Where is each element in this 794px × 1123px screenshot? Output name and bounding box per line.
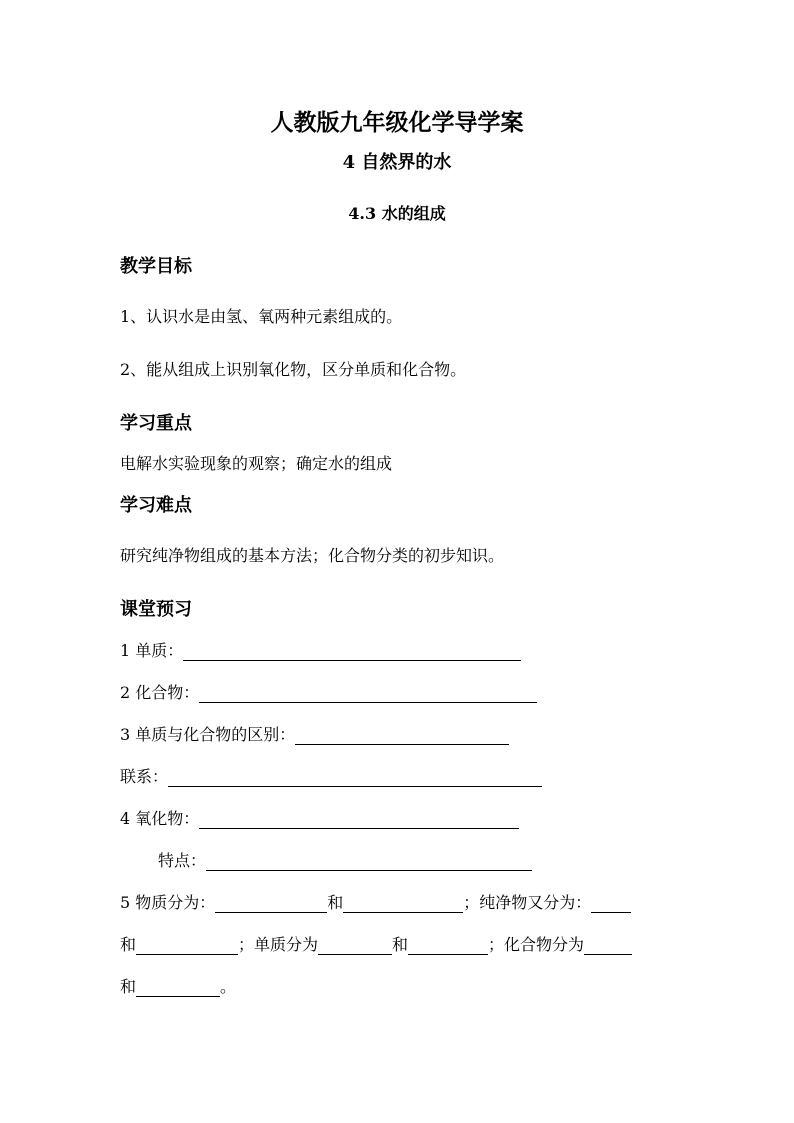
preview-q4 xyxy=(120,806,519,829)
q3b-label: 联系： xyxy=(120,767,169,786)
q3-label: 3 单质与化合物的区别： xyxy=(120,725,296,744)
difficulty-heading: 学习难点 xyxy=(120,495,192,516)
q5-blank-3[interactable] xyxy=(591,895,631,913)
chapter-title: 4 自然界的水 xyxy=(342,152,452,173)
preview-heading: 课堂预习 xyxy=(120,599,192,620)
q5-blank-2[interactable] xyxy=(343,895,463,913)
q5-part-e: ；单质分为 xyxy=(238,935,319,954)
q5-part-h: 和 xyxy=(120,977,137,996)
q4-label: 4 氧化物： xyxy=(120,809,200,828)
preview-q4b xyxy=(158,848,532,871)
section-title: 4.3 水的组成 xyxy=(348,204,446,223)
focus-text: 电解水实验现象的观察；确定水的组成 xyxy=(120,454,393,473)
q5-blank-6[interactable] xyxy=(408,937,488,955)
difficulty-text: 研究纯净物组成的基本方法；化合物分类的初步知识。 xyxy=(120,546,505,565)
goal-item-2: 2、能从组成上识别氧化物，区分单质和化合物。 xyxy=(120,360,467,379)
q5-blank-5[interactable] xyxy=(318,937,392,955)
q5-blank-7[interactable] xyxy=(584,937,632,955)
preview-q5-line1 xyxy=(120,890,631,913)
q2-blank[interactable] xyxy=(199,685,537,703)
preview-q5-line3 xyxy=(120,974,236,997)
q5-part-c: ；纯净物又分为： xyxy=(463,893,592,912)
preview-q2 xyxy=(120,680,537,703)
q2-label: 2 化合物： xyxy=(120,683,200,702)
preview-q3 xyxy=(120,722,509,745)
q1-blank[interactable] xyxy=(183,643,521,661)
q4b-blank[interactable] xyxy=(206,853,532,871)
q5-blank-1[interactable] xyxy=(215,895,327,913)
q5-part-d: 和 xyxy=(120,935,137,954)
goals-heading: 教学目标 xyxy=(120,256,192,277)
focus-heading: 学习重点 xyxy=(120,413,192,434)
preview-q5-line2 xyxy=(120,932,632,955)
goal-item-1: 1、认识水是由氢、氧两种元素组成的。 xyxy=(120,307,403,326)
q5-part-b: 和 xyxy=(327,893,344,912)
q4b-label: 特点： xyxy=(158,851,207,870)
q5-part-g: ；化合物分为 xyxy=(488,935,585,954)
q1-label: 1 单质： xyxy=(120,641,184,660)
q3b-blank[interactable] xyxy=(168,769,542,787)
page-title: 人教版九年级化学导学案 xyxy=(270,109,524,136)
q4-blank[interactable] xyxy=(199,811,519,829)
q5-blank-4[interactable] xyxy=(136,937,238,955)
q5-part-f: 和 xyxy=(392,935,409,954)
q5-part-i: 。 xyxy=(220,977,237,996)
preview-q3b xyxy=(120,764,542,787)
q5-blank-8[interactable] xyxy=(136,979,220,997)
q5-part-a: 5 物质分为： xyxy=(120,893,216,912)
q3-blank[interactable] xyxy=(295,727,509,745)
preview-q1 xyxy=(120,638,521,661)
